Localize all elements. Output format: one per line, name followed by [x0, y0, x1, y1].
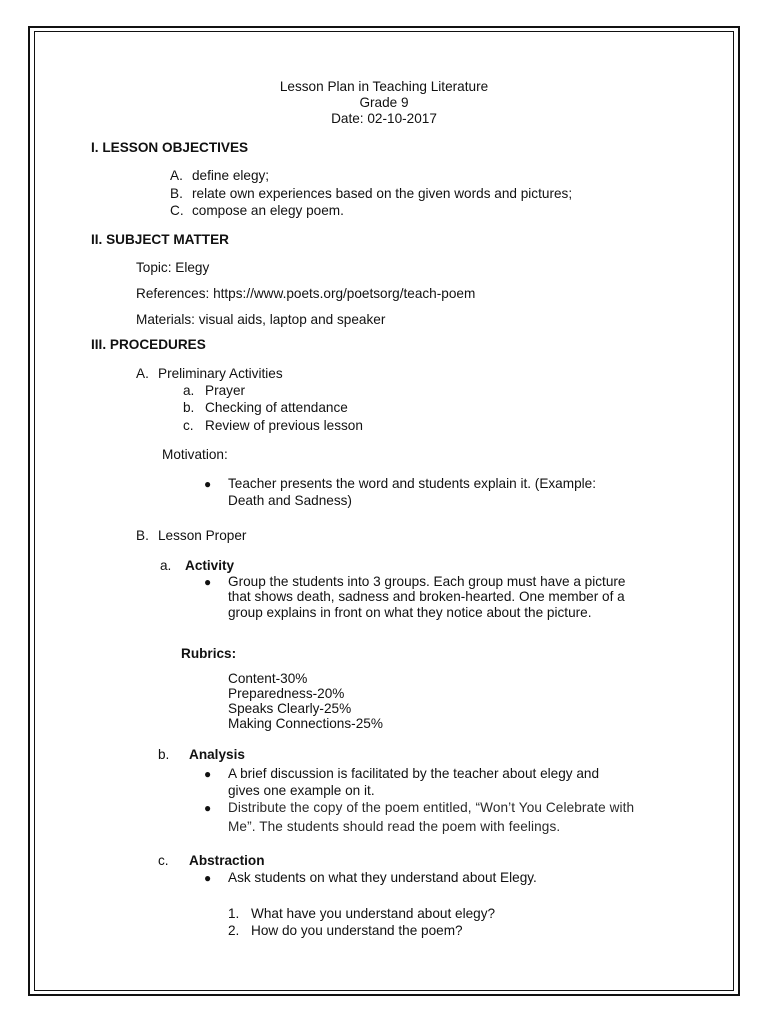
- activity-text-line1: Group the students into 3 groups. Each group must have a picture: [228, 574, 626, 589]
- question-1-text: What have you understand about elegy?: [251, 906, 496, 921]
- rubrics-title: Rubrics:: [181, 646, 237, 661]
- topic-line: Topic: Elegy: [136, 260, 210, 275]
- analysis-marker: b.: [158, 747, 170, 762]
- procedures-heading: III. PROCEDURES: [91, 337, 206, 352]
- abstraction-bullet-text: Ask students on what they understand about Elegy.: [228, 870, 537, 885]
- objective-b-marker: B.: [170, 186, 183, 201]
- activity-marker: a.: [160, 558, 172, 573]
- activity-text-line2: that shows death, sadness and broken-hearted. One member of a: [228, 589, 625, 604]
- subject-matter-heading: II. SUBJECT MATTER: [91, 232, 229, 247]
- question-1-marker: 1.: [228, 906, 240, 921]
- objective-b-text: relate own experiences based on the given words and pictures;: [192, 186, 573, 201]
- preliminary-title: Preliminary Activities: [158, 366, 283, 381]
- prelim-c-text: Review of previous lesson: [205, 418, 363, 433]
- motivation-text-line2: Death and Sadness): [228, 493, 352, 508]
- bullet-icon: ●: [204, 767, 212, 781]
- bullet-icon: ●: [204, 801, 212, 815]
- bullet-icon: ●: [204, 871, 212, 885]
- rubric-item: Content-30%: [228, 671, 308, 686]
- objective-a-marker: A.: [170, 168, 183, 183]
- motivation-label: Motivation:: [162, 447, 228, 462]
- bullet-icon: ●: [204, 477, 212, 491]
- lesson-proper-title: Lesson Proper: [158, 528, 247, 543]
- objectives-heading: I. LESSON OBJECTIVES: [91, 140, 249, 155]
- prelim-c-marker: c.: [183, 418, 194, 433]
- rubric-item: Speaks Clearly-25%: [228, 701, 352, 716]
- prelim-a-text: Prayer: [205, 383, 246, 398]
- motivation-text-line1: Teacher presents the word and students explain it. (Example:: [228, 476, 596, 491]
- document-title: Lesson Plan in Teaching Literature: [279, 79, 489, 94]
- bullet-icon: ●: [204, 575, 212, 589]
- abstraction-marker: c.: [158, 853, 169, 868]
- objective-a-text: define elegy;: [192, 168, 270, 183]
- abstraction-title: Abstraction: [189, 853, 265, 868]
- question-2-text: How do you understand the poem?: [251, 923, 463, 938]
- analysis-bullet1-line1: A brief discussion is facilitated by the teacher about elegy and: [228, 766, 600, 781]
- preliminary-marker: A.: [136, 366, 149, 381]
- prelim-a-marker: a.: [183, 383, 195, 398]
- lesson-proper-marker: B.: [136, 528, 149, 543]
- materials-line: Materials: visual aids, laptop and speaker: [136, 312, 386, 327]
- date-label: Date: 02-10-2017: [331, 111, 437, 126]
- analysis-bullet1-line2: gives one example on it.: [228, 783, 375, 798]
- analysis-bullet2-line2: Me”. The students should read the poem with feelings.: [228, 819, 561, 834]
- rubric-item: Making Connections-25%: [228, 716, 383, 731]
- question-2-marker: 2.: [228, 923, 240, 938]
- rubric-item: Preparedness-20%: [228, 686, 345, 701]
- analysis-title: Analysis: [189, 747, 245, 762]
- activity-text-line3: group explains in front on what they notice about the picture.: [228, 605, 592, 620]
- objective-c-text: compose an elegy poem.: [192, 203, 344, 218]
- page-border-inner: [34, 31, 734, 991]
- analysis-bullet2-line1: Distribute the copy of the poem entitled, “Won’t You Celebrate with: [228, 800, 635, 815]
- objective-c-marker: C.: [170, 203, 184, 218]
- prelim-b-marker: b.: [183, 400, 195, 415]
- grade-label: Grade 9: [359, 95, 409, 110]
- activity-title: Activity: [185, 558, 235, 573]
- references-line: References: https://www.poets.org/poetsorg/teach-poem: [136, 286, 476, 301]
- prelim-b-text: Checking of attendance: [205, 400, 348, 415]
